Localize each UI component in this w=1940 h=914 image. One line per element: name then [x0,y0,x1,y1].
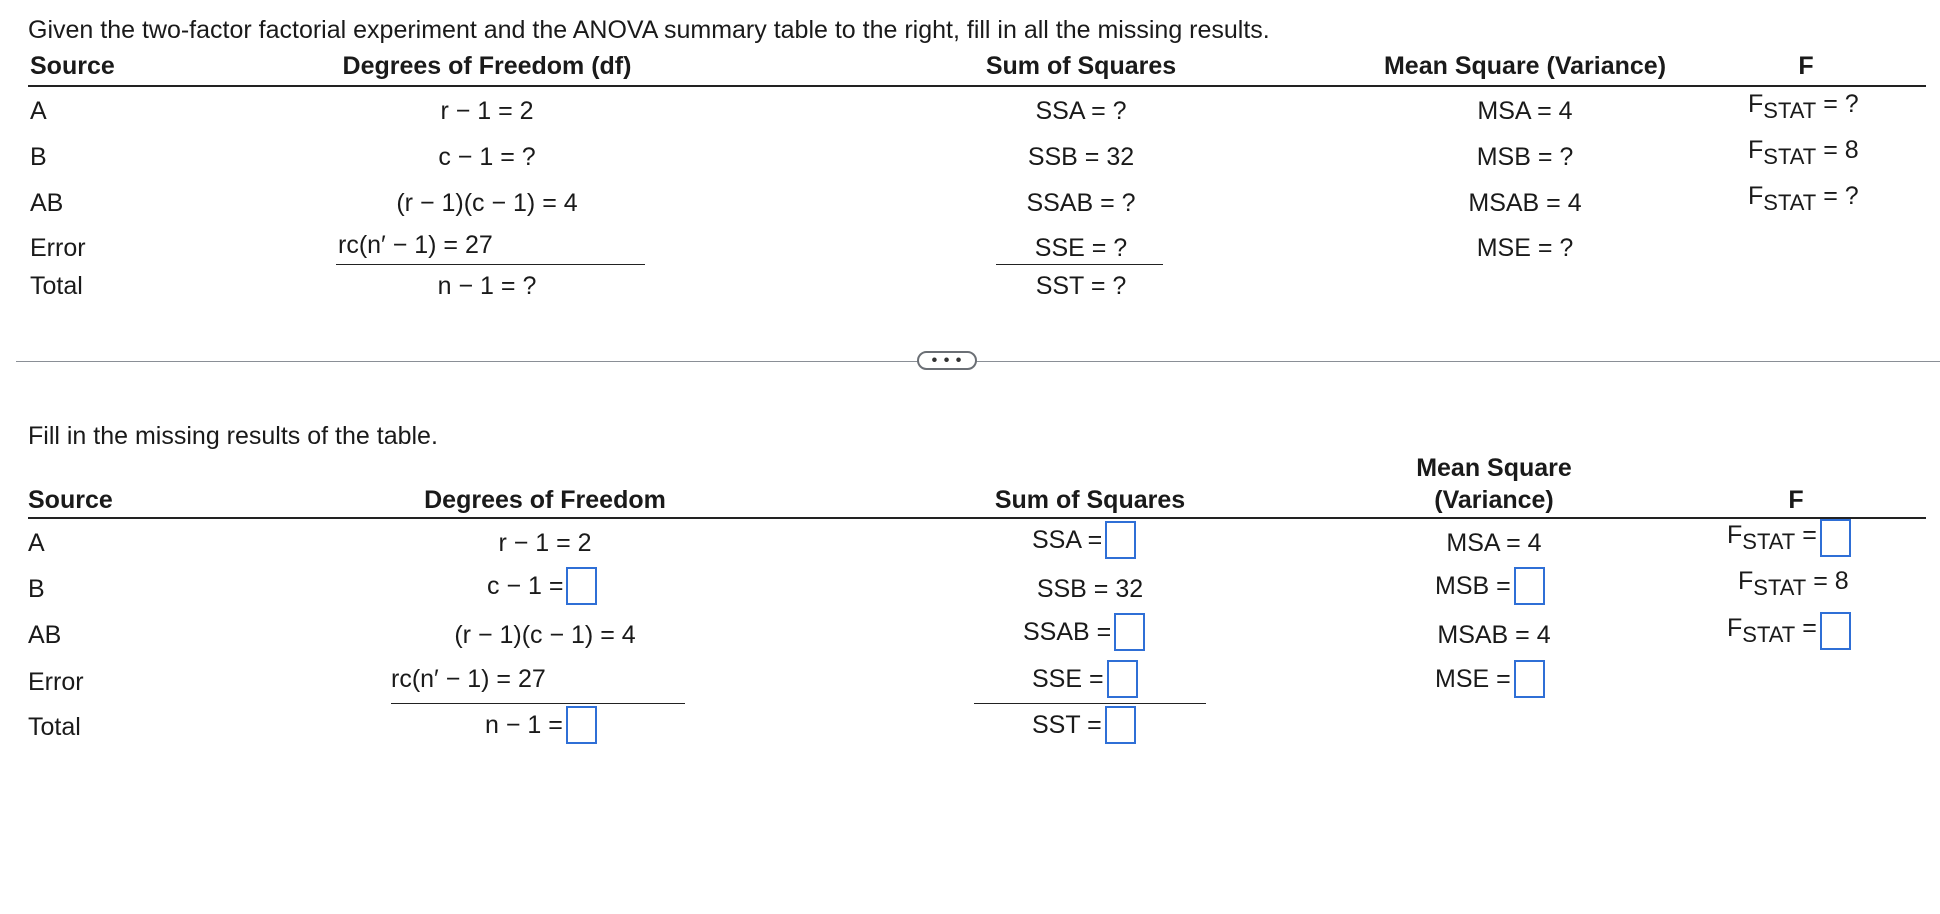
t2-ss-a: SSA = [1032,521,1136,559]
t1-ms-a: MSA = 4 [1477,97,1573,125]
t2-source-b: B [28,575,45,603]
t2-ss-b: SSB = 32 [1036,575,1144,603]
t1-df-total: n − 1 = ? [437,272,537,300]
t1-df-sum-rule [336,264,645,265]
t1-header-df: Degrees of Freedom (df) [342,52,632,80]
t2-source-total: Total [28,713,81,741]
t1-f-b: $F_{STAT} = 8$ [1748,136,1859,169]
df-b-input[interactable] [566,567,597,605]
t1-ss-total: SST = ? [1035,272,1127,300]
t1-ss-error: SSE = ? [1034,234,1128,262]
t2-df-ab: (r − 1)(c − 1) = 4 [454,621,636,649]
t1-source-ab: AB [30,189,64,217]
t1-ss-sum-rule [996,264,1163,265]
t2-df-b: c − 1 = [487,567,597,605]
t1-ss-ab: SSAB = ? [1026,189,1136,217]
t1-source-total: Total [30,272,83,300]
t1-ss-b: SSB = 32 [1027,143,1135,171]
t2-header-source: Source [28,486,113,514]
fstat-a-input[interactable] [1820,519,1851,557]
t2-f-ab: $F_{STAT}$ = [1727,612,1851,650]
t2-df-sum-rule [391,703,685,704]
t2-source-ab: AB [28,621,62,649]
t1-f-ab: $F_{STAT}$ = ? [1748,182,1859,215]
t1-header-rule [28,85,1926,87]
t1-ms-b: MSB = ? [1476,143,1574,171]
t2-ms-error: MSE = [1435,660,1545,698]
ssa-input[interactable] [1105,521,1136,559]
t1-ms-ab: MSAB = 4 [1468,189,1582,217]
intro-text: Given the two-factor factorial experiment and the ANOVA summary table to the right, fill in all the missing results. [28,16,1270,44]
t1-header-ss: Sum of Squares [985,52,1177,80]
t2-source-a: A [28,529,45,557]
t1-df-ab: (r − 1)(c − 1) = 4 [396,189,578,217]
t2-ss-ab: SSAB = [1023,613,1145,651]
mse-input[interactable] [1514,660,1545,698]
t1-ss-a: SSA = ? [1035,97,1127,125]
t2-ms-a: MSA = 4 [1446,529,1542,557]
t1-ms-error: MSE = ? [1476,234,1574,262]
t2-header-f: F [1788,486,1804,514]
t2-header-ss: Sum of Squares [994,486,1186,514]
t1-source-error: Error [30,234,86,262]
t2-f-b: $F_{STAT} = 8$ [1738,567,1849,600]
t1-header-f: F [1798,52,1814,80]
t2-header-rule [28,517,1926,519]
t1-df-a: r − 1 = 2 [440,97,534,125]
t2-ss-total: SST = [1032,706,1136,744]
t1-df-error: rc(n′ − 1) = 27 [338,231,493,259]
prompt-text: Fill in the missing results of the table. [28,422,438,450]
t2-ms-ab: MSAB = 4 [1437,621,1551,649]
t1-header-ms: Mean Square (Variance) [1383,52,1667,80]
expand-button[interactable]: • • • [917,351,977,370]
t1-f-a: $F_{STAT}$ = ? [1748,90,1859,123]
t2-df-error: rc(n′ − 1) = 27 [391,665,546,693]
t2-df-total: n − 1 = [485,706,597,744]
t2-header-ms-line1: Mean Square [1416,454,1572,482]
t1-source-a: A [30,97,47,125]
ssab-input[interactable] [1114,613,1145,651]
section-divider [16,361,1940,362]
t2-ss-sum-rule [974,703,1206,704]
fstat-ab-input[interactable] [1820,612,1851,650]
t2-f-a: $F_{STAT}$ = [1727,519,1851,557]
t2-df-a: r − 1 = 2 [498,529,592,557]
sse-input[interactable] [1107,660,1138,698]
t2-header-ms-line2: (Variance) [1434,486,1554,514]
t2-header-df: Degrees of Freedom [424,486,666,514]
t1-source-b: B [30,143,47,171]
df-total-input[interactable] [566,706,597,744]
t1-header-source: Source [30,52,115,80]
t2-ss-error: SSE = [1032,660,1138,698]
msb-input[interactable] [1514,567,1545,605]
t2-ms-b: MSB = [1435,567,1545,605]
t1-df-b: c − 1 = ? [438,143,536,171]
t2-source-error: Error [28,668,84,696]
sst-input[interactable] [1105,706,1136,744]
